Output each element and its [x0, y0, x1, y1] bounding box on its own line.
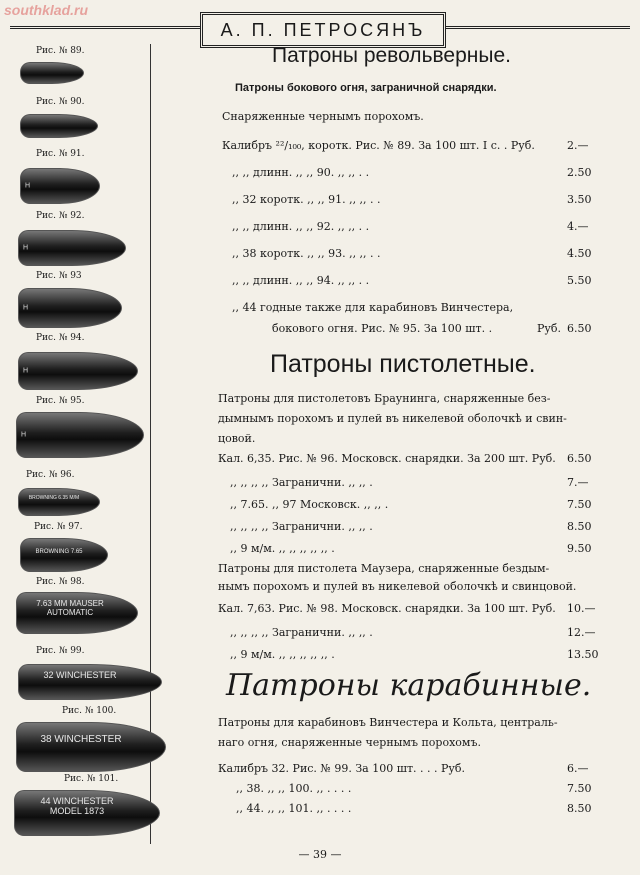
price-row-text: ,, 44 годные также для карабиновъ Винчестера,	[232, 301, 514, 314]
cartridge-image	[20, 538, 108, 572]
price-value: 4.50	[567, 247, 592, 260]
cartridge-headstamp: 38 WINCHESTER	[40, 734, 122, 745]
cartridge-image	[16, 722, 166, 772]
cartridge-image	[16, 592, 138, 634]
header-rule-right	[440, 26, 630, 29]
header-rule-left	[10, 26, 200, 29]
price-value: 7.—	[567, 476, 589, 489]
price-row-text: ,, 38 коротк. ,, ,, 93. ,, ,, . .	[232, 247, 381, 260]
cartridge-image	[14, 790, 160, 836]
price-value: 12.—	[567, 626, 596, 639]
page-header	[200, 12, 446, 48]
cartridge-headstamp: BROWNING 6.35 M/M	[28, 495, 80, 501]
figure-caption: Рис. № 90.	[36, 97, 85, 107]
cartridge-image	[20, 168, 100, 204]
price-row-text: ,, 32 коротк. ,, ,, 91. ,, ,, . .	[232, 193, 381, 206]
figure-caption: Рис. № 91.	[36, 149, 85, 159]
cartridge-headstamp: BROWNING 7.65	[35, 549, 83, 555]
cartridge-headstamp: 32 WINCHESTER	[43, 670, 117, 680]
price-value: 5.50	[567, 274, 592, 287]
cartridge-image	[18, 230, 126, 266]
figure-caption: Рис. № 99.	[36, 646, 85, 656]
cartridge-image	[20, 62, 84, 84]
carbine-title: Патроны карабинные.	[226, 668, 592, 703]
figure-caption: Рис. № 93	[36, 271, 82, 281]
price-value: 8.50	[567, 520, 592, 533]
price-row-text: ,, ,, длинн. ,, ,, 90. ,, ,, . .	[232, 166, 370, 179]
figure-caption: Рис. № 101.	[64, 774, 119, 784]
price-row-text: ,, ,, длинн. ,, ,, 92. ,, ,, . .	[232, 220, 370, 233]
cartridge-headstamp: H	[25, 182, 31, 190]
pistol-paragraph: нымъ порохомъ и пулей въ никелевой оболочкѣ и свинцовой.	[218, 580, 577, 593]
revolver-subtitle: Патроны бокового огня, заграничной снарядки.	[235, 82, 497, 94]
carbine-paragraph: Патроны для карабиновъ Винчестера и Кольта, централь-	[218, 716, 558, 729]
price-value: 7.50	[567, 498, 592, 511]
cartridge-image	[18, 288, 122, 328]
price-value: 6.—	[567, 762, 589, 775]
price-value: 4.—	[567, 220, 589, 233]
price-value: 8.50	[567, 802, 592, 815]
price-row-text: Кал. 7,63. Рис. № 98. Московск. снарядки. За 100 шт. Руб.	[218, 602, 556, 615]
cartridge-image	[20, 114, 98, 138]
price-value: 10.—	[567, 602, 596, 615]
price-row-text: ,, 7.65. ,, 97 Московск. ,, ,, .	[230, 498, 389, 511]
revolver-title: Патроны револьверные.	[272, 44, 511, 67]
figure-caption: Рис. № 100.	[62, 706, 117, 716]
price-row-text: ,, 44. ,, ,, 101. ,, . . . .	[236, 802, 352, 815]
revolver-note: Снаряженные чернымъ порохомъ.	[222, 110, 424, 123]
figure-caption: Рис. № 97.	[34, 522, 83, 532]
pistol-paragraph: цовой.	[218, 432, 256, 445]
price-value: 6.50	[567, 322, 592, 335]
price-row-text: ,, 9 м/м. ,, ,, ,, ,, ,, .	[230, 648, 335, 661]
price-row-text: ,, ,, ,, ,, Загранични. ,, ,, .	[230, 626, 373, 639]
figure-caption: Рис. № 96.	[26, 470, 75, 480]
cartridge-image	[18, 352, 138, 390]
price-value: 6.50	[567, 452, 592, 465]
currency-label: Руб.	[537, 322, 561, 335]
price-row-text: Калибръ ²²/₁₀₀, коротк. Рис. № 89. За 100 шт. I с. . Руб.	[222, 139, 535, 152]
price-row-text: ,, 9 м/м. ,, ,, ,, ,, ,, .	[230, 542, 335, 555]
cartridge-headstamp: H	[23, 244, 29, 252]
header-title: А. П. ПЕТРОСЯНЪ	[220, 19, 426, 40]
price-row-text: ,, ,, ,, ,, Загранични. ,, ,, .	[230, 476, 373, 489]
price-value: 2.—	[567, 139, 589, 152]
price-row-text: ,, ,, ,, ,, Загранични. ,, ,, .	[230, 520, 373, 533]
cartridge-headstamp: 44 WINCHESTER MODEL 1873	[40, 796, 114, 816]
price-value: 3.50	[567, 193, 592, 206]
cartridge-headstamp: H	[21, 431, 27, 439]
price-row-text: Калибръ 32. Рис. № 99. За 100 шт. . . . Руб.	[218, 762, 466, 775]
cartridge-headstamp: H	[23, 367, 29, 375]
price-value: 2.50	[567, 166, 592, 179]
price-value: 7.50	[567, 782, 592, 795]
cartridge-image	[18, 664, 162, 700]
price-value: 9.50	[567, 542, 592, 555]
figure-caption: Рис. № 89.	[36, 46, 85, 56]
price-value: 13.50	[567, 648, 599, 661]
pistol-paragraph: Патроны для пистолета Маузера, снаряженные бездым-	[218, 562, 550, 575]
figure-caption: Рис. № 98.	[36, 577, 85, 587]
pistol-paragraph: Патроны для пистолетовъ Браунинга, снаряженные без-	[218, 392, 551, 405]
column-divider	[150, 44, 151, 844]
cartridge-headstamp: H	[23, 304, 29, 312]
cartridge-headstamp: 7.63 MM MAUSER AUTOMATIC	[36, 599, 104, 617]
price-row-text: бокового огня. Рис. № 95. За 100 шт. .	[272, 322, 493, 335]
cartridge-image	[16, 412, 144, 458]
figure-caption: Рис. № 92.	[36, 211, 85, 221]
cartridge-image	[18, 488, 100, 516]
pistol-title: Патроны пистолетные.	[270, 350, 536, 378]
price-row-text: ,, 38. ,, ,, 100. ,, . . . .	[236, 782, 352, 795]
carbine-paragraph: наго огня, снаряженные чернымъ порохомъ.	[218, 736, 481, 749]
price-row-text: Кал. 6,35. Рис. № 96. Московск. снарядки. За 200 шт. Руб.	[218, 452, 556, 465]
watermark: southklad.ru	[4, 2, 89, 18]
figure-caption: Рис. № 94.	[36, 333, 85, 343]
figure-caption: Рис. № 95.	[36, 396, 85, 406]
pistol-paragraph: дымнымъ порохомъ и пулей въ никелевой оболочкѣ и свин-	[218, 412, 567, 425]
page-number: — 39 —	[298, 848, 342, 861]
price-row-text: ,, ,, длинн. ,, ,, 94. ,, ,, . .	[232, 274, 370, 287]
